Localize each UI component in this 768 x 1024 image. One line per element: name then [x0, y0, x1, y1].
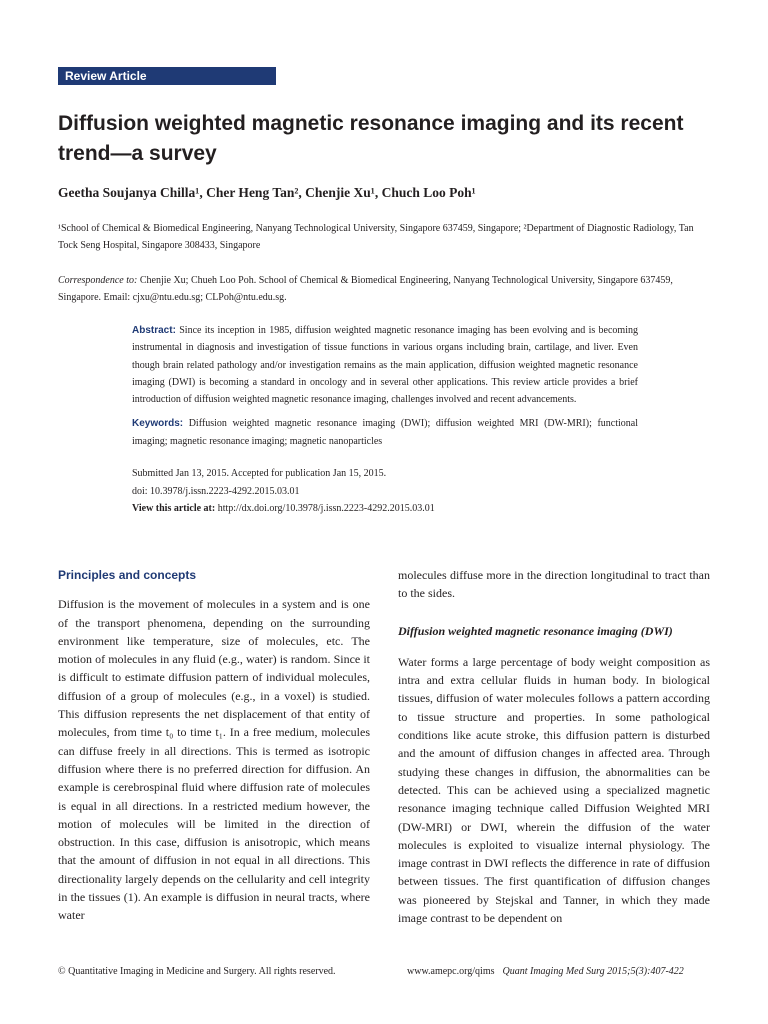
journal-website-link[interactable]: www.amepc.org/qims — [407, 966, 495, 977]
footer-citation — [407, 966, 684, 977]
section-heading-principles: Principles and concepts — [58, 568, 197, 582]
body-paragraph-continuation: molecules diffuse more in the direction longitudinal to tract than to the sides. — [398, 568, 710, 601]
body-paragraph: Diffusion is the movement of molecules in a system and is one of the transport phenomena, depending on the surrounding environment like temperature, size of molecules, etc. The motion of molecules in any fluid (e.g., water) is random. Since it is difficult to estimate diffusion pattern of individual molecules, diffusion of a group of molecules (e.g., in a voxel) is studied. This diffusion represents the net displacement of that entity of molecules, from time t₀ to time t₁. In a free medium, molecules can diffuse freely in all directions. This is termed as isotropic diffusion where there is no preferred direction for diffusion. An example is cerebrospinal fluid where diffusion rate of molecules is equal in all directions. In a restricted medium however, the motion of molecules will be limited in the direction of obstruction. In this case, diffusion is anisotropic, which means that the amount of diffusion in not equal in all directions. This directionality largely depends on the cellularity and cell integrity in the tissues (1). An example is diffusion in neural tracts, where water — [58, 597, 370, 923]
subsection-heading-dwi: Diffusion weighted magnetic resonance imaging (DWI) — [398, 623, 673, 638]
abstract-section — [132, 322, 638, 518]
submission-info — [132, 465, 638, 518]
view-article-link[interactable]: http://dx.doi.org/10.3978/j.issn.2223-4292.2015.03.01 — [215, 503, 435, 515]
article-title: Diffusion weighted magnetic resonance imaging and its recent trend—a survey — [58, 112, 684, 165]
keywords — [132, 415, 638, 450]
abstract-heading: Abstract: — [132, 325, 176, 336]
correspondence-text: Chenjie Xu; Chueh Loo Poh. School of Chemical & Biomedical Engineering, Nanyang Technological University, Singapore 637459, Singapore. Email: cjxu@ntu.edu.sg; CLPoh@ntu.edu.sg. — [58, 275, 673, 303]
abstract — [132, 322, 638, 408]
footer-copyright: © Quantitative Imaging in Medicine and Surgery. All rights reserved. — [58, 966, 336, 977]
doi: doi: 10.3978/j.issn.2223-4292.2015.03.01 — [132, 485, 300, 497]
body-left-column — [58, 566, 370, 925]
body-right-column — [398, 566, 710, 927]
view-article-label: View this article at: — [132, 503, 216, 515]
journal-citation: Quant Imaging Med Surg 2015;5(3):407-422 — [502, 966, 684, 977]
author-list: Geetha Soujanya Chilla¹, Cher Heng Tan², Chenjie Xu¹, Chuch Loo Poh¹ — [58, 185, 476, 200]
keywords-text: Diffusion weighted magnetic resonance imaging (DWI); diffusion weighted MRI (DW-MRI); functional imaging; magnetic resonance imaging; magnetic nanoparticles — [132, 418, 638, 447]
abstract-text: Since its inception in 1985, diffusion weighted magnetic resonance imaging has been evolving and is becoming instrumental in diagnosis and investigation of tissue functions in various organs including brain, cartilage, and liver. Even though brain related pathology and/or investigation remains as the main application, diffusion weighted magnetic resonance imaging (DWI) is becoming a standard in oncology and in several other applications. This review article provides a brief introduction of diffusion weighted magnetic resonance imaging, challenges involved and recent advancements. — [132, 325, 638, 406]
body-paragraph: Water forms a large percentage of body weight composition as intra and extra cellular fluids in human body. In biological tissues, diffusion of water molecules follows a pattern according to tissue structure and properties. In some pathological conditions like acute stroke, this diffusion pattern is disturbed and the amount of diffusion changes in affected area. Through studying these changes in diffusion, the abnormalities can be detected. This can be achieved using a specialized magnetic resonance imaging technique called Diffusion Weighted MRI (DW-MRI) or DWI, wherein the diffusion of the water molecules is exploited to visualize internal physiology. The image contrast in DWI reflects the difference in rate of diffusion between tissues. The first quantification of diffusion changes was pioneered by Stejskal and Tanner, in which they made image contrast to be dependent on — [398, 654, 710, 926]
correspondence — [58, 272, 712, 306]
keywords-heading: Keywords: — [132, 418, 184, 430]
author-affiliations: ¹School of Chemical & Biomedical Engineering, Nanyang Technological University, Singapore 637459, Singapore; ²Department of Diagnostic Radiology, Tan Tock Seng Hospital, Singapore 308433, Singapore — [58, 223, 694, 251]
submission-dates: Submitted Jan 13, 2015. Accepted for publication Jan 15, 2015. — [132, 468, 387, 480]
article-type-badge: Review Article — [58, 67, 276, 85]
correspondence-label: Correspondence to: — [58, 275, 138, 286]
